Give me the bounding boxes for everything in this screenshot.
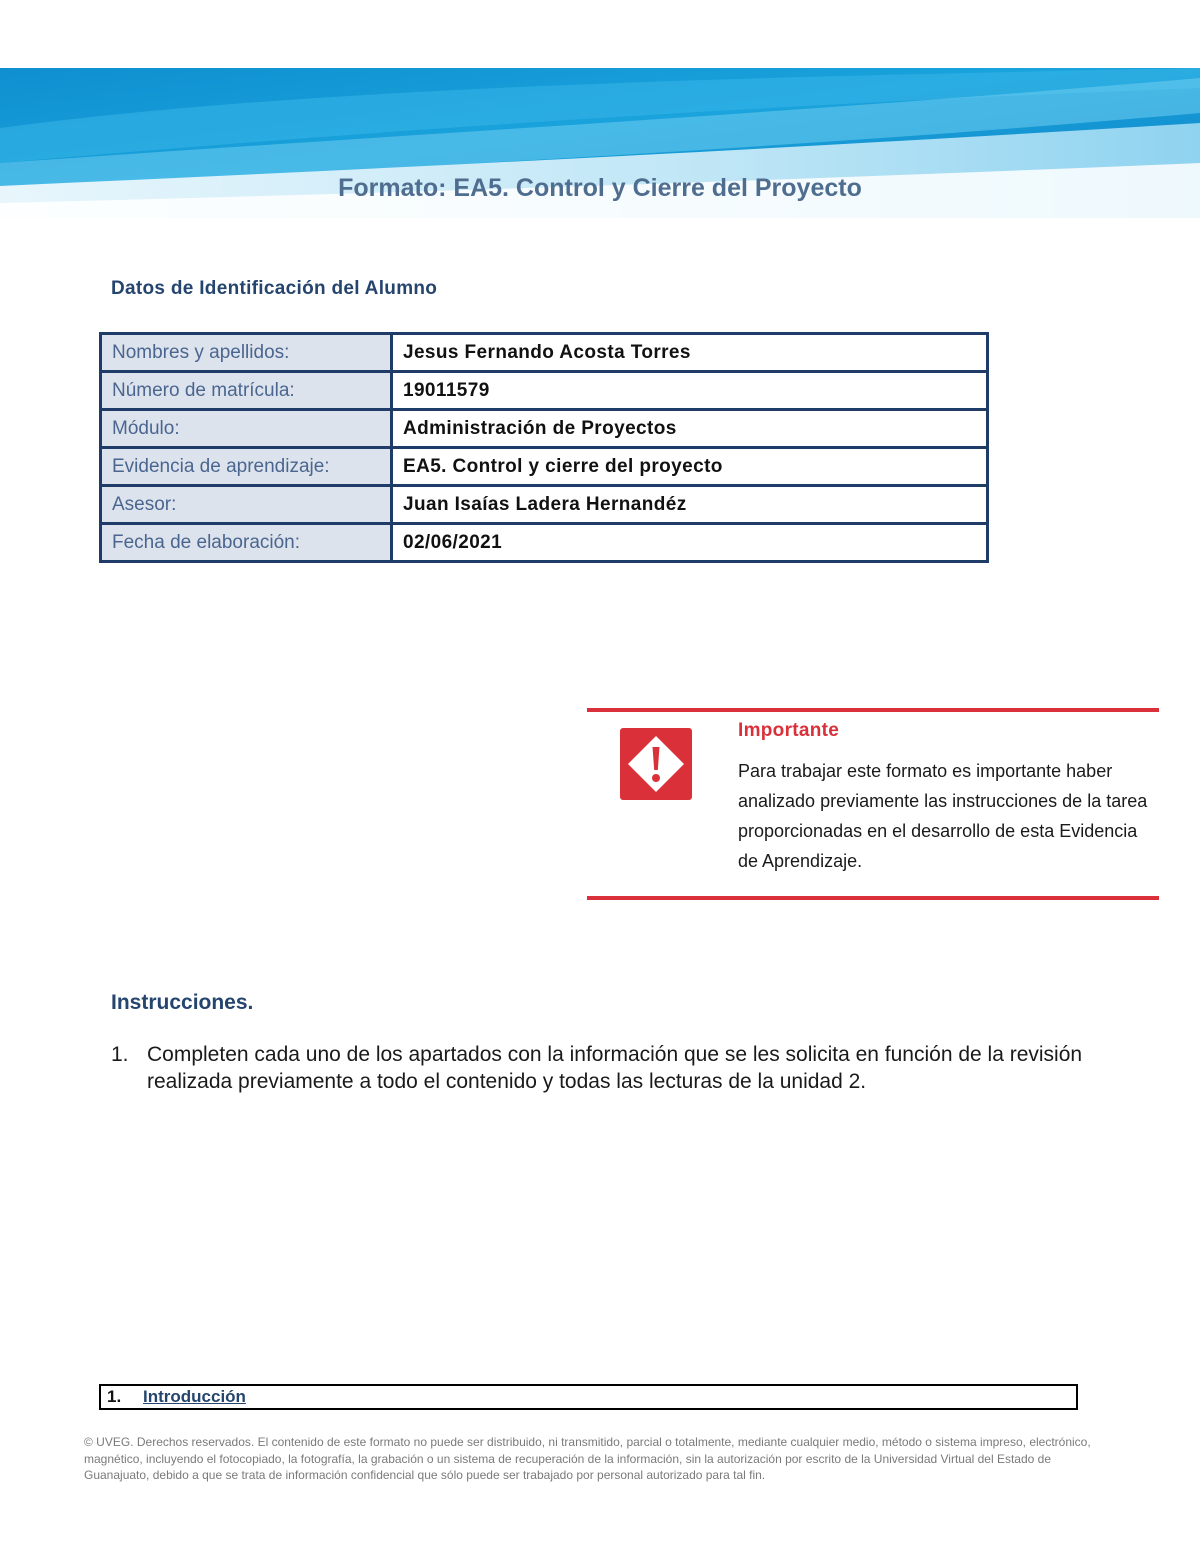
table-row: [101, 410, 988, 448]
copyright-footer: © UVEG. Derechos reservados. El contenido de este formato no puede ser distribuido, ni transmitido, parcial o totalmente, mediante cualquier medio, método o sistema impreso, electrónico, magnético, incluyendo el fotocopiado, la fotografía, la grabación o un sistema de recuperación de la información, sin la autorización por escrito de la Universidad Virtual del Estado de Guanajuato, debido a que se trata de información confidencial que sólo puede ser trabajado por personal autorizado para tal fin.: [84, 1435, 1091, 1482]
student-info-table: [99, 332, 989, 563]
field-label: Número de matrícula:: [101, 372, 392, 410]
field-label: Nombres y apellidos:: [101, 334, 392, 372]
field-value: Administración de Proyectos: [392, 410, 988, 448]
field-label: Asesor:: [101, 486, 392, 524]
field-value: 02/06/2021: [392, 524, 988, 562]
table-row: [101, 334, 988, 372]
page-title: Formato: EA5. Control y Cierre del Proyecto: [338, 174, 862, 202]
field-value: 19011579: [392, 372, 988, 410]
notice-text: Para trabajar este formato es importante haber analizado previamente las instrucciones de la tarea proporcionadas en el desarrollo de esta Evidencia de Aprendizaje.: [738, 761, 1148, 871]
field-label: Módulo:: [101, 410, 392, 448]
table-row: [101, 486, 988, 524]
intro-section-label: Introducción: [143, 1387, 246, 1406]
important-notice: [587, 708, 1159, 900]
table-row: [101, 448, 988, 486]
list-item-text: Completen cada uno de los apartados con la información que se les solicita en función de la revisión realizada previamente a todo el contenido y todas las lecturas de la unidad 2.: [147, 1043, 1083, 1093]
instructions-list: [111, 1041, 1101, 1095]
student-section-heading: Datos de Identificación del Alumno: [111, 278, 438, 299]
warning-icon: [620, 728, 692, 800]
instructions-heading: Instrucciones.: [111, 991, 254, 1014]
list-item: [111, 1041, 1101, 1095]
list-item-number: 1.: [111, 1043, 129, 1066]
field-value: EA5. Control y cierre del proyecto: [392, 448, 988, 486]
field-value: Jesus Fernando Acosta Torres: [392, 334, 988, 372]
table-row: [101, 372, 988, 410]
field-label: Evidencia de aprendizaje:: [101, 448, 392, 486]
intro-section-number: 1.: [107, 1387, 122, 1406]
field-label: Fecha de elaboración:: [101, 524, 392, 562]
field-value: Juan Isaías Ladera Hernandéz: [392, 486, 988, 524]
notice-title: Importante: [738, 720, 840, 741]
table-row: [101, 524, 988, 562]
intro-section-box: [99, 1384, 1078, 1410]
